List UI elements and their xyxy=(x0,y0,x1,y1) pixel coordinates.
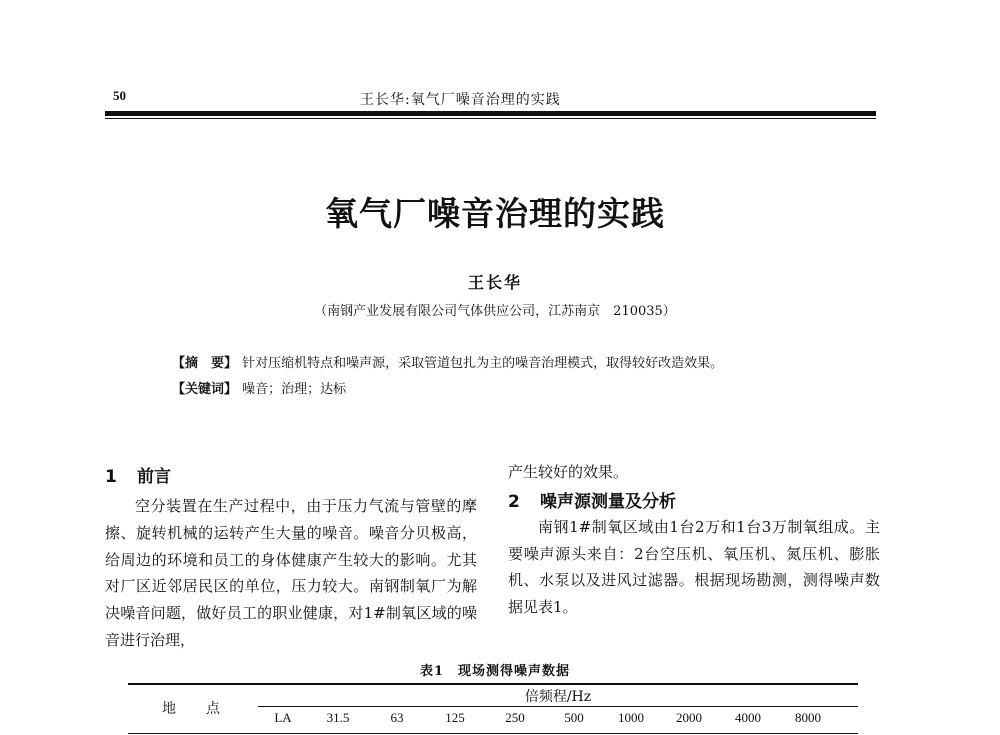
table-col-header: 1000 xyxy=(618,710,644,725)
abstract-label: 【摘 要】 xyxy=(172,356,238,371)
section-1-heading xyxy=(105,462,477,487)
table-col-header: 63 xyxy=(390,710,404,725)
section-2-number: 2 xyxy=(508,491,520,512)
section-1-title: 前言 xyxy=(137,467,171,487)
header-rule-thick xyxy=(105,111,876,116)
table-col-header: 31.5 xyxy=(326,710,350,725)
article-title: 氧气厂噪音治理的实践 xyxy=(325,194,665,233)
table-col-header: 125 xyxy=(445,710,465,725)
section-1-number: 1 xyxy=(105,467,117,487)
running-title: 王长华:氧气厂噪音治理的实践 xyxy=(360,92,561,108)
table-col-header: 4000 xyxy=(735,710,761,725)
keywords-text: 噪音；治理；达标 xyxy=(242,382,347,397)
table-frequency-row xyxy=(258,710,858,726)
section-2-paragraph: 南钢1#制氧区域由1台2万和1台3万制氧组成。主要噪声源头来自：2台空压机、氧压机、氮压机、膨胀机、水泵以及进风过滤器。根据现场勘测，测得噪声数据见表1。 xyxy=(508,517,880,617)
table-caption: 表1 现场测得噪声数据 xyxy=(419,664,571,679)
table-col-header: 8000 xyxy=(795,710,821,725)
table-col-header: 500 xyxy=(564,710,584,725)
right-column xyxy=(508,462,880,621)
section-2-heading xyxy=(508,487,880,512)
section-2-title: 噪声源测量及分析 xyxy=(540,491,676,512)
abstract xyxy=(172,352,723,371)
section-1-continuation: 产生较好的效果。 xyxy=(508,463,629,481)
page-number: 50 xyxy=(113,88,126,103)
author-affiliation: （南钢产业发展有限公司气体供应公司，江苏南京 210035） xyxy=(314,304,676,319)
author-name: 王长华 xyxy=(467,273,522,292)
table-header-location: 地 点 xyxy=(162,701,228,717)
header-rule-thin xyxy=(105,118,876,119)
table-col-header: 250 xyxy=(505,710,525,725)
section-1-paragraph: 空分装置在生产过程中，由于压力气流与管壁的摩擦、旋转机械的运转产生大量的噪音。噪音分贝极高，给周边的环境和员工的身体健康产生较大的影响。尤其对厂区近邻居民区的单位，压力较大。南钢制氧厂为解决噪音问题，做好员工的职业健康，对1#制氧区域的噪音进行治理， xyxy=(105,497,477,649)
abstract-text: 针对压缩机特点和噪声源，采取管道包扎为主的噪音治理模式，取得较好改造效果。 xyxy=(242,356,724,371)
table-header-rule xyxy=(258,706,858,707)
table-top-rule xyxy=(128,683,858,685)
keywords xyxy=(172,378,346,397)
table-header-octave: 倍频程/Hz xyxy=(524,689,592,705)
left-column xyxy=(105,462,477,654)
table-bottom-rule xyxy=(128,733,858,734)
table-col-header: 2000 xyxy=(676,710,702,725)
table-col-header: LA xyxy=(274,710,292,725)
keywords-label: 【关键词】 xyxy=(172,382,238,397)
